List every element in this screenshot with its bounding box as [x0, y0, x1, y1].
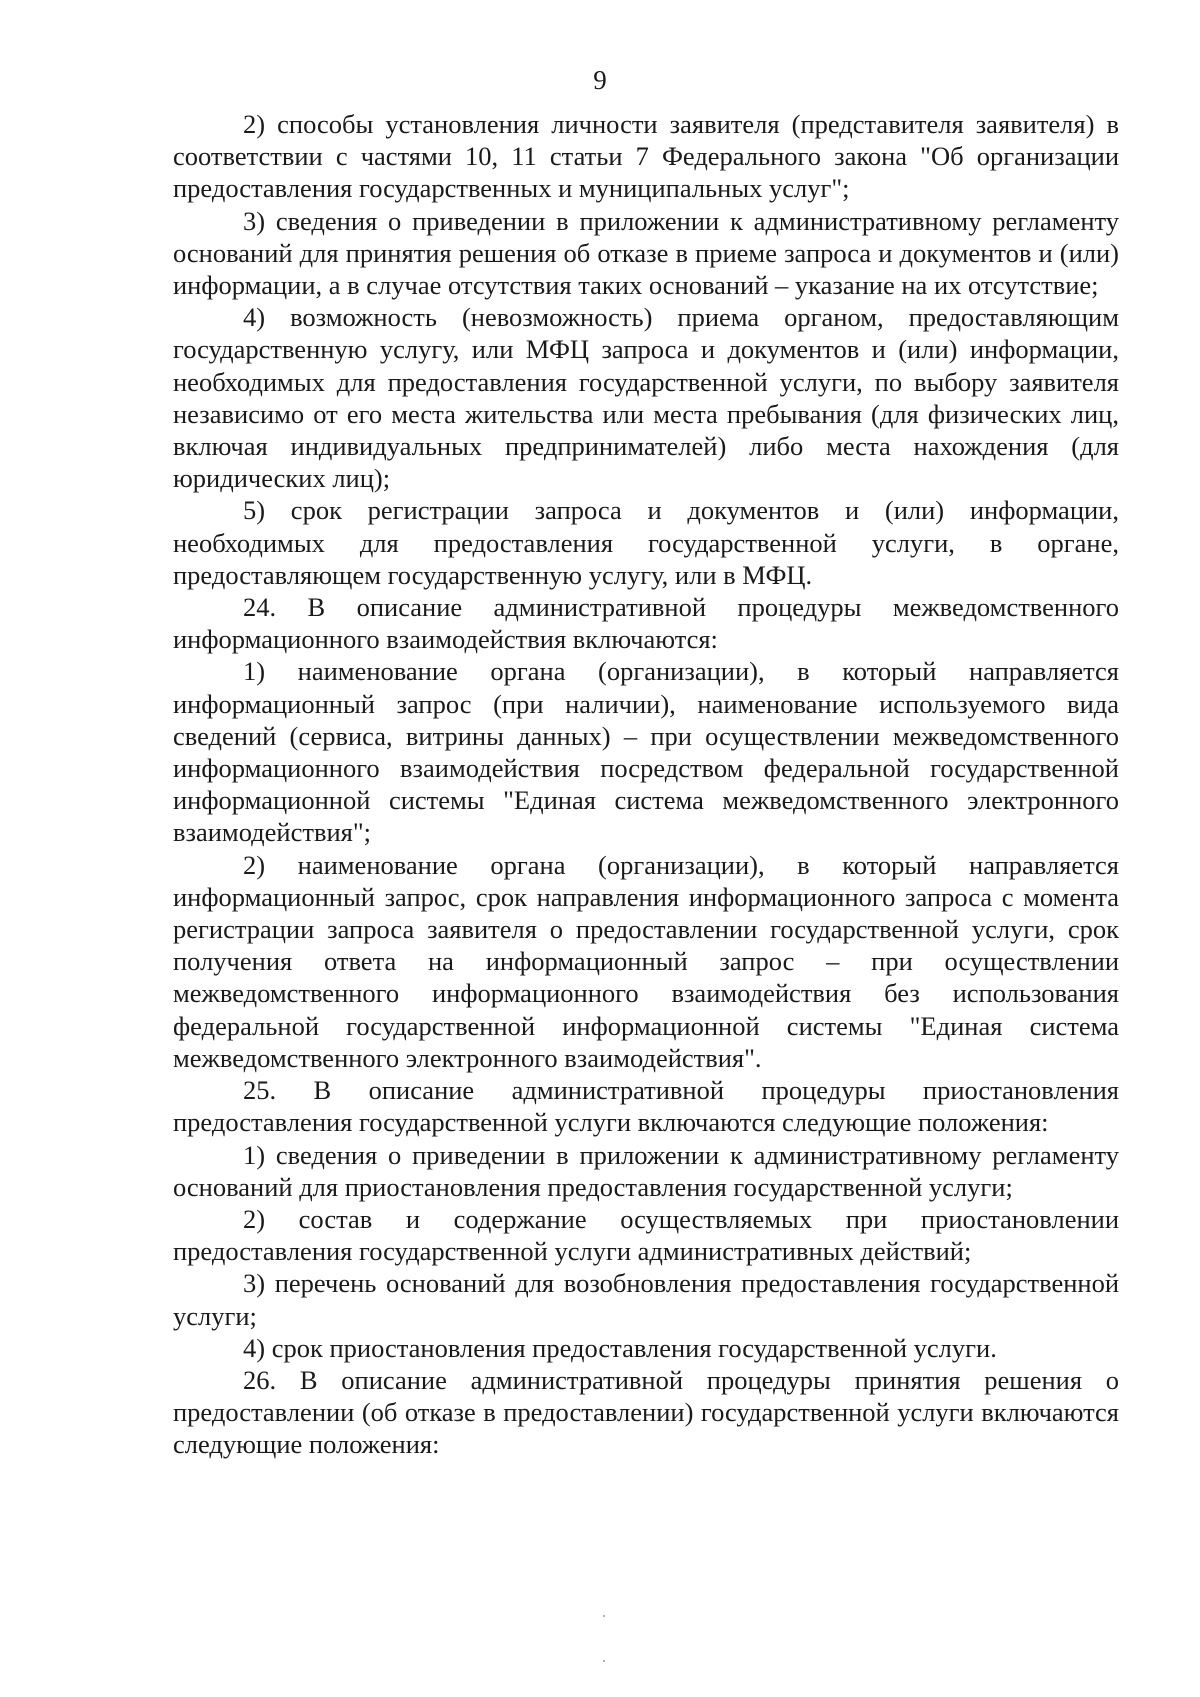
paragraph-clause-24: 24. В описание административной процедуры межведомственного информационного взаимодействия включаются:: [173, 592, 1119, 655]
paragraph-item-4-extraterritorial: 4) возможность (невозможность) приема органом, предоставляющим государственную услугу, или МФЦ запроса и документов и (или) информации, необходимых для предоставления государственной услуги, по выбору заявителя независимо от его места жительства или места пребывания (для физических лиц, включая индивидуальных предпринимателей) либо места нахождения (для юридических лиц);: [173, 302, 1119, 494]
paragraph-clause-25-item-1: 1) сведения о приведении в приложении к административному регламенту оснований для приостановления предоставления государственной услуги;: [173, 1139, 1119, 1202]
paragraph-clause-26: 26. В описание административной процедуры принятия решения о предоставлении (об отказе в предоставлении) государственной услуги включаются следующие положения:: [173, 1364, 1119, 1460]
paragraph-item-3-refusal-grounds: 3) сведения о приведении в приложении к административному регламенту оснований для принятия решения об отказе в приеме запроса и документов и (или) информации, а в случае отсутствия таких оснований – указание на их отсутствие;: [173, 205, 1119, 301]
paragraph-item-2-identification: 2) способы установления личности заявителя (представителя заявителя) в соответствии с частями 10, 11 статьи 7 Федерального закона "Об организации предоставления государственных и муниципальных услуг";: [173, 109, 1119, 204]
paragraph-clause-24-item-1: 1) наименование органа (организации), в который направляется информационный запрос (при наличии), наименование используемого вида сведений (сервиса, витрины данных) – при осуществлении межведомственного информационного взаимодействия посредством федеральной государственной информационной системы "Единая система межведомственного электронного взаимодействия";: [173, 656, 1119, 848]
body-text: [173, 108, 1119, 1461]
scan-speck: [603, 1660, 605, 1662]
paragraph-clause-25-item-2: 2) состав и содержание осуществляемых при приостановлении предоставления государственной услуги административных действий;: [173, 1203, 1119, 1267]
paragraph-clause-25: 25. В описание административной процедуры приостановления предоставления государственной услуги включаются следующие положения:: [173, 1075, 1119, 1138]
paragraph-clause-25-item-3: 3) перечень оснований для возобновления предоставления государственной услуги;: [173, 1268, 1119, 1331]
scan-speck: [603, 1615, 605, 1617]
paragraph-item-5-registration-term: 5) срок регистрации запроса и документов и (или) информации, необходимых для предоставления государственной услуги, в органе, предоставляющем государственную услугу, или в МФЦ.: [173, 495, 1119, 590]
paragraph-clause-25-item-4: 4) срок приостановления предоставления государственной услуги.: [243, 1332, 997, 1363]
page-number: 9: [593, 65, 607, 95]
paragraph-clause-24-item-2: 2) наименование органа (организации), в который направляется информационный запрос, срок направления информационного запроса с момента регистрации запроса заявителя о предоставлении государственной услуги, срок получения ответа на информационный запрос – при осуществлении межведомственного информационного взаимодействия без использования федеральной государственной информационной системы "Единая система межведомственного электронного взаимодействия".: [173, 849, 1119, 1073]
